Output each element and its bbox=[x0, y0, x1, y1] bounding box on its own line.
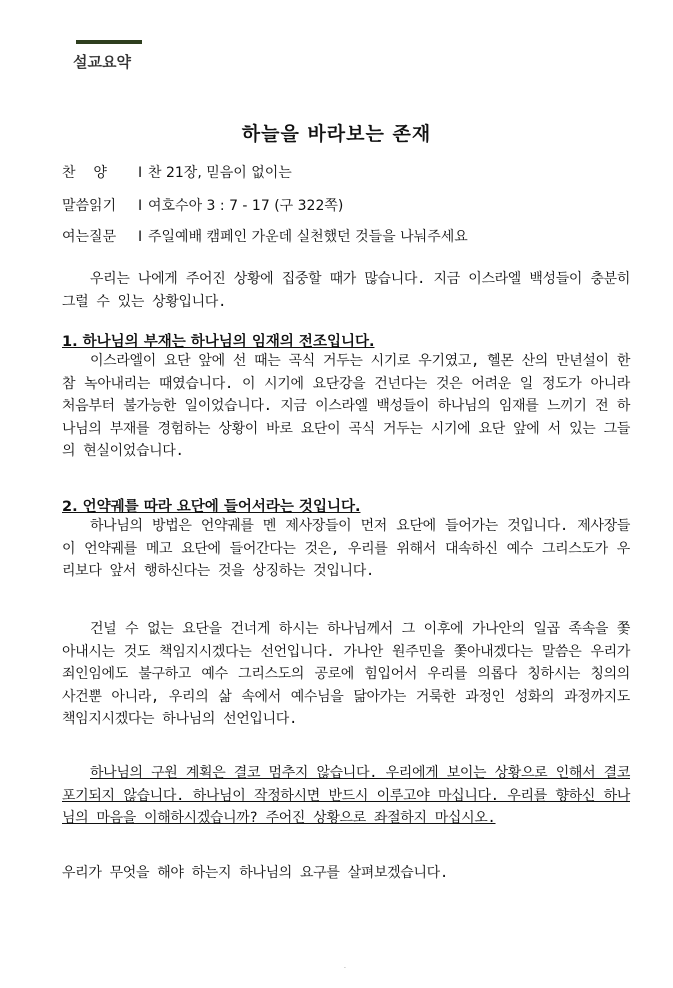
header-label: 설교요약 bbox=[73, 53, 131, 71]
section-body-2: 하나님의 방법은 언약궤를 멘 제사장들이 먼저 요단에 들어가는 것입니다. 제사장들이 언약궤를 메고 요단에 들어간다는 것은, 우리를 위해서 대속하신 예수 그리스도가 우리보다 앞서 행하신다는 것을 상징하는 것입니다. bbox=[62, 518, 630, 579]
footer-mark: . bbox=[344, 963, 346, 970]
meta-label: 여는질문 bbox=[62, 229, 117, 245]
meta-row-hymn bbox=[62, 162, 292, 182]
closing-paragraph: 우리가 무엇을 해야 하는지 하나님의 요구를 살펴보겠습니다. bbox=[62, 865, 448, 881]
meta-label: 말씀읽기 bbox=[62, 198, 117, 214]
paragraph-3: 건널 수 없는 요단을 건너게 하시는 하나님께서 그 이후에 가나안의 일곱 족속을 쫓아내시는 것도 책임지시겠다는 선언입니다. 가나안 원주민을 쫓아내겠다는 말씀은 우리가 죄인임에도 불구하고 예수 그리스도의 공로에 힘입어서 우리를 의롭다 칭하시는 칭의의 사건뿐 아니라, 우리의 삶 속에서 예수님을 닮아가는 거룩한 과정인 성화의 과정까지도 책임지시겠다는 하나님의 선언입니다. bbox=[62, 621, 630, 727]
sermon-title: 하늘을 바라보는 존재 bbox=[241, 123, 432, 145]
meta-separator: I bbox=[138, 165, 143, 181]
meta-row-reading bbox=[62, 195, 343, 215]
section-body-1: 이스라엘이 요단 앞에 선 때는 곡식 거두는 시기로 우기였고, 헬몬 산의 만년설이 한참 녹아내리는 때였습니다. 이 시기에 요단강을 건넌다는 것은 어려운 일 정도가 아니라 처음부터 불가능한 일이었습니다. 지금 이스라엘 백성들이 하나님의 임재를 느끼기 전 하나님의 부재를 경험하는 상황이 바로 요단이 곡식 거두는 시기에 요단 앞에 서 있는 그들의 현실이었습니다. bbox=[62, 353, 630, 459]
meta-value: 여호수아 3 : 7 - 17 (구 322쪽) bbox=[148, 198, 344, 214]
meta-separator: I bbox=[138, 229, 143, 245]
header-accent-bar bbox=[76, 40, 142, 44]
meta-value: 찬 21장, 믿음이 없이는 bbox=[148, 165, 292, 181]
meta-label: 찬 양 bbox=[62, 165, 107, 181]
intro-paragraph: 우리는 나에게 주어진 상황에 집중할 때가 많습니다. 지금 이스라엘 백성들이 충분히 그럴 수 있는 상황입니다. bbox=[62, 271, 630, 310]
section-heading-1: 1. 하나님의 부재는 하나님의 임재의 전조입니다. bbox=[62, 334, 375, 350]
meta-row-question bbox=[62, 226, 468, 246]
section-heading-2: 2. 언약궤를 따라 요단에 들어서라는 것입니다. bbox=[62, 499, 361, 515]
meta-value: 주일예배 캠페인 가운데 실천했던 것들을 나눠주세요 bbox=[148, 229, 468, 245]
paragraph-4-emphasis: 하나님의 구원 계획은 결코 멈추지 않습니다. 우리에게 보이는 상황으로 인해서 결코 포기되지 않습니다. 하나님이 작정하시면 반드시 이루고야 마십니다. 우리를 향하신 하나님의 마음을 이해하시겠습니까? 주어진 상황으로 좌절하지 마십시오. bbox=[62, 765, 630, 826]
meta-separator: I bbox=[138, 198, 143, 214]
